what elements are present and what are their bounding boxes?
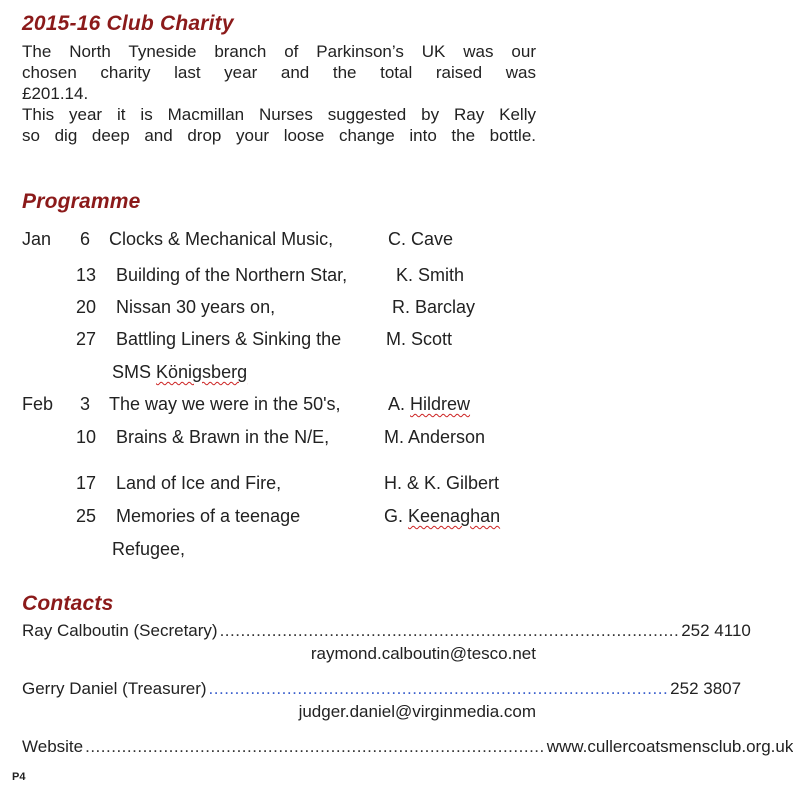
programme-speaker: K. Smith — [396, 265, 465, 285]
website-label: Website — [22, 737, 84, 756]
programme-month: Jan — [22, 229, 52, 249]
programme-day: 27 — [76, 329, 97, 349]
programme-day: 6 — [80, 229, 91, 249]
programme-title-continued: Refugee, — [112, 539, 186, 559]
programme-speaker: H. & K. Gilbert — [384, 473, 500, 493]
treasurer-label: Gerry Daniel (Treasurer) — [22, 679, 207, 698]
charity-heading: 2015-16 Club Charity — [22, 12, 234, 35]
programme-speaker: M. Anderson — [384, 427, 486, 447]
programme-speaker: R. Barclay — [392, 297, 476, 317]
leader-dots: ........................................................................................ — [208, 679, 669, 698]
spellcheck-word: Keenaghan — [408, 506, 501, 526]
charity-line: This year it is Macmillan Nurses suggested by Ray Kelly — [22, 105, 536, 124]
page-number: P4 — [12, 771, 26, 783]
programme-title: Building of the Northern Star, — [116, 265, 348, 285]
secretary-label: Ray Calboutin (Secretary) — [22, 621, 218, 640]
programme-day: 17 — [76, 473, 97, 493]
programme-day: 13 — [76, 265, 97, 285]
programme-speaker: G. Keenaghan — [384, 506, 501, 526]
treasurer-contact — [22, 678, 742, 700]
spellcheck-word: Königsberg — [156, 362, 248, 382]
website-url: www.cullercoatsmensclub.org.uk — [546, 737, 793, 756]
programme-day: 25 — [76, 506, 97, 526]
charity-paragraph — [22, 41, 536, 146]
leader-dots: ........................................................................................ — [219, 621, 680, 640]
spellcheck-word: Hildrew — [410, 394, 471, 414]
programme-day: 20 — [76, 297, 97, 317]
programme-speaker: M. Scott — [386, 329, 453, 349]
programme-title: Clocks & Mechanical Music, — [109, 229, 334, 249]
programme-speaker: C. Cave — [388, 229, 454, 249]
programme-title-continued: SMS Königsberg — [112, 362, 248, 382]
charity-line: £201.14. — [22, 84, 89, 103]
programme-month: Feb — [22, 394, 54, 414]
programme-day: 3 — [80, 394, 91, 414]
secretary-email: raymond.calboutin@tesco.net — [310, 644, 536, 663]
programme-heading: Programme — [22, 190, 141, 213]
programme-title: Nissan 30 years on, — [116, 297, 276, 317]
secretary-phone: 252 4110 — [681, 621, 751, 640]
leader-dots: ........................................................................................ — [85, 737, 545, 756]
treasurer-phone: 252 3807 — [670, 679, 742, 698]
programme-title: Land of Ice and Fire, — [116, 473, 282, 493]
programme-speaker: A. Hildrew — [388, 394, 471, 414]
programme-day: 10 — [76, 427, 97, 447]
treasurer-email: judger.daniel@virginmedia.com — [298, 702, 536, 721]
charity-line: so dig deep and drop your loose change into the bottle. — [22, 126, 536, 145]
charity-line: The North Tyneside branch of Parkinson’s UK was our — [22, 42, 536, 61]
contacts-heading: Contacts — [22, 592, 114, 615]
secretary-contact — [22, 620, 751, 642]
programme-title: Brains & Brawn in the N/E, — [116, 427, 330, 447]
programme-title: Memories of a teenage — [116, 506, 301, 526]
programme-title: The way we were in the 50's, — [109, 394, 341, 414]
programme-title: Battling Liners & Sinking the — [116, 329, 342, 349]
website-contact — [22, 736, 793, 758]
charity-line: chosen charity last year and the total raised was — [22, 63, 536, 82]
